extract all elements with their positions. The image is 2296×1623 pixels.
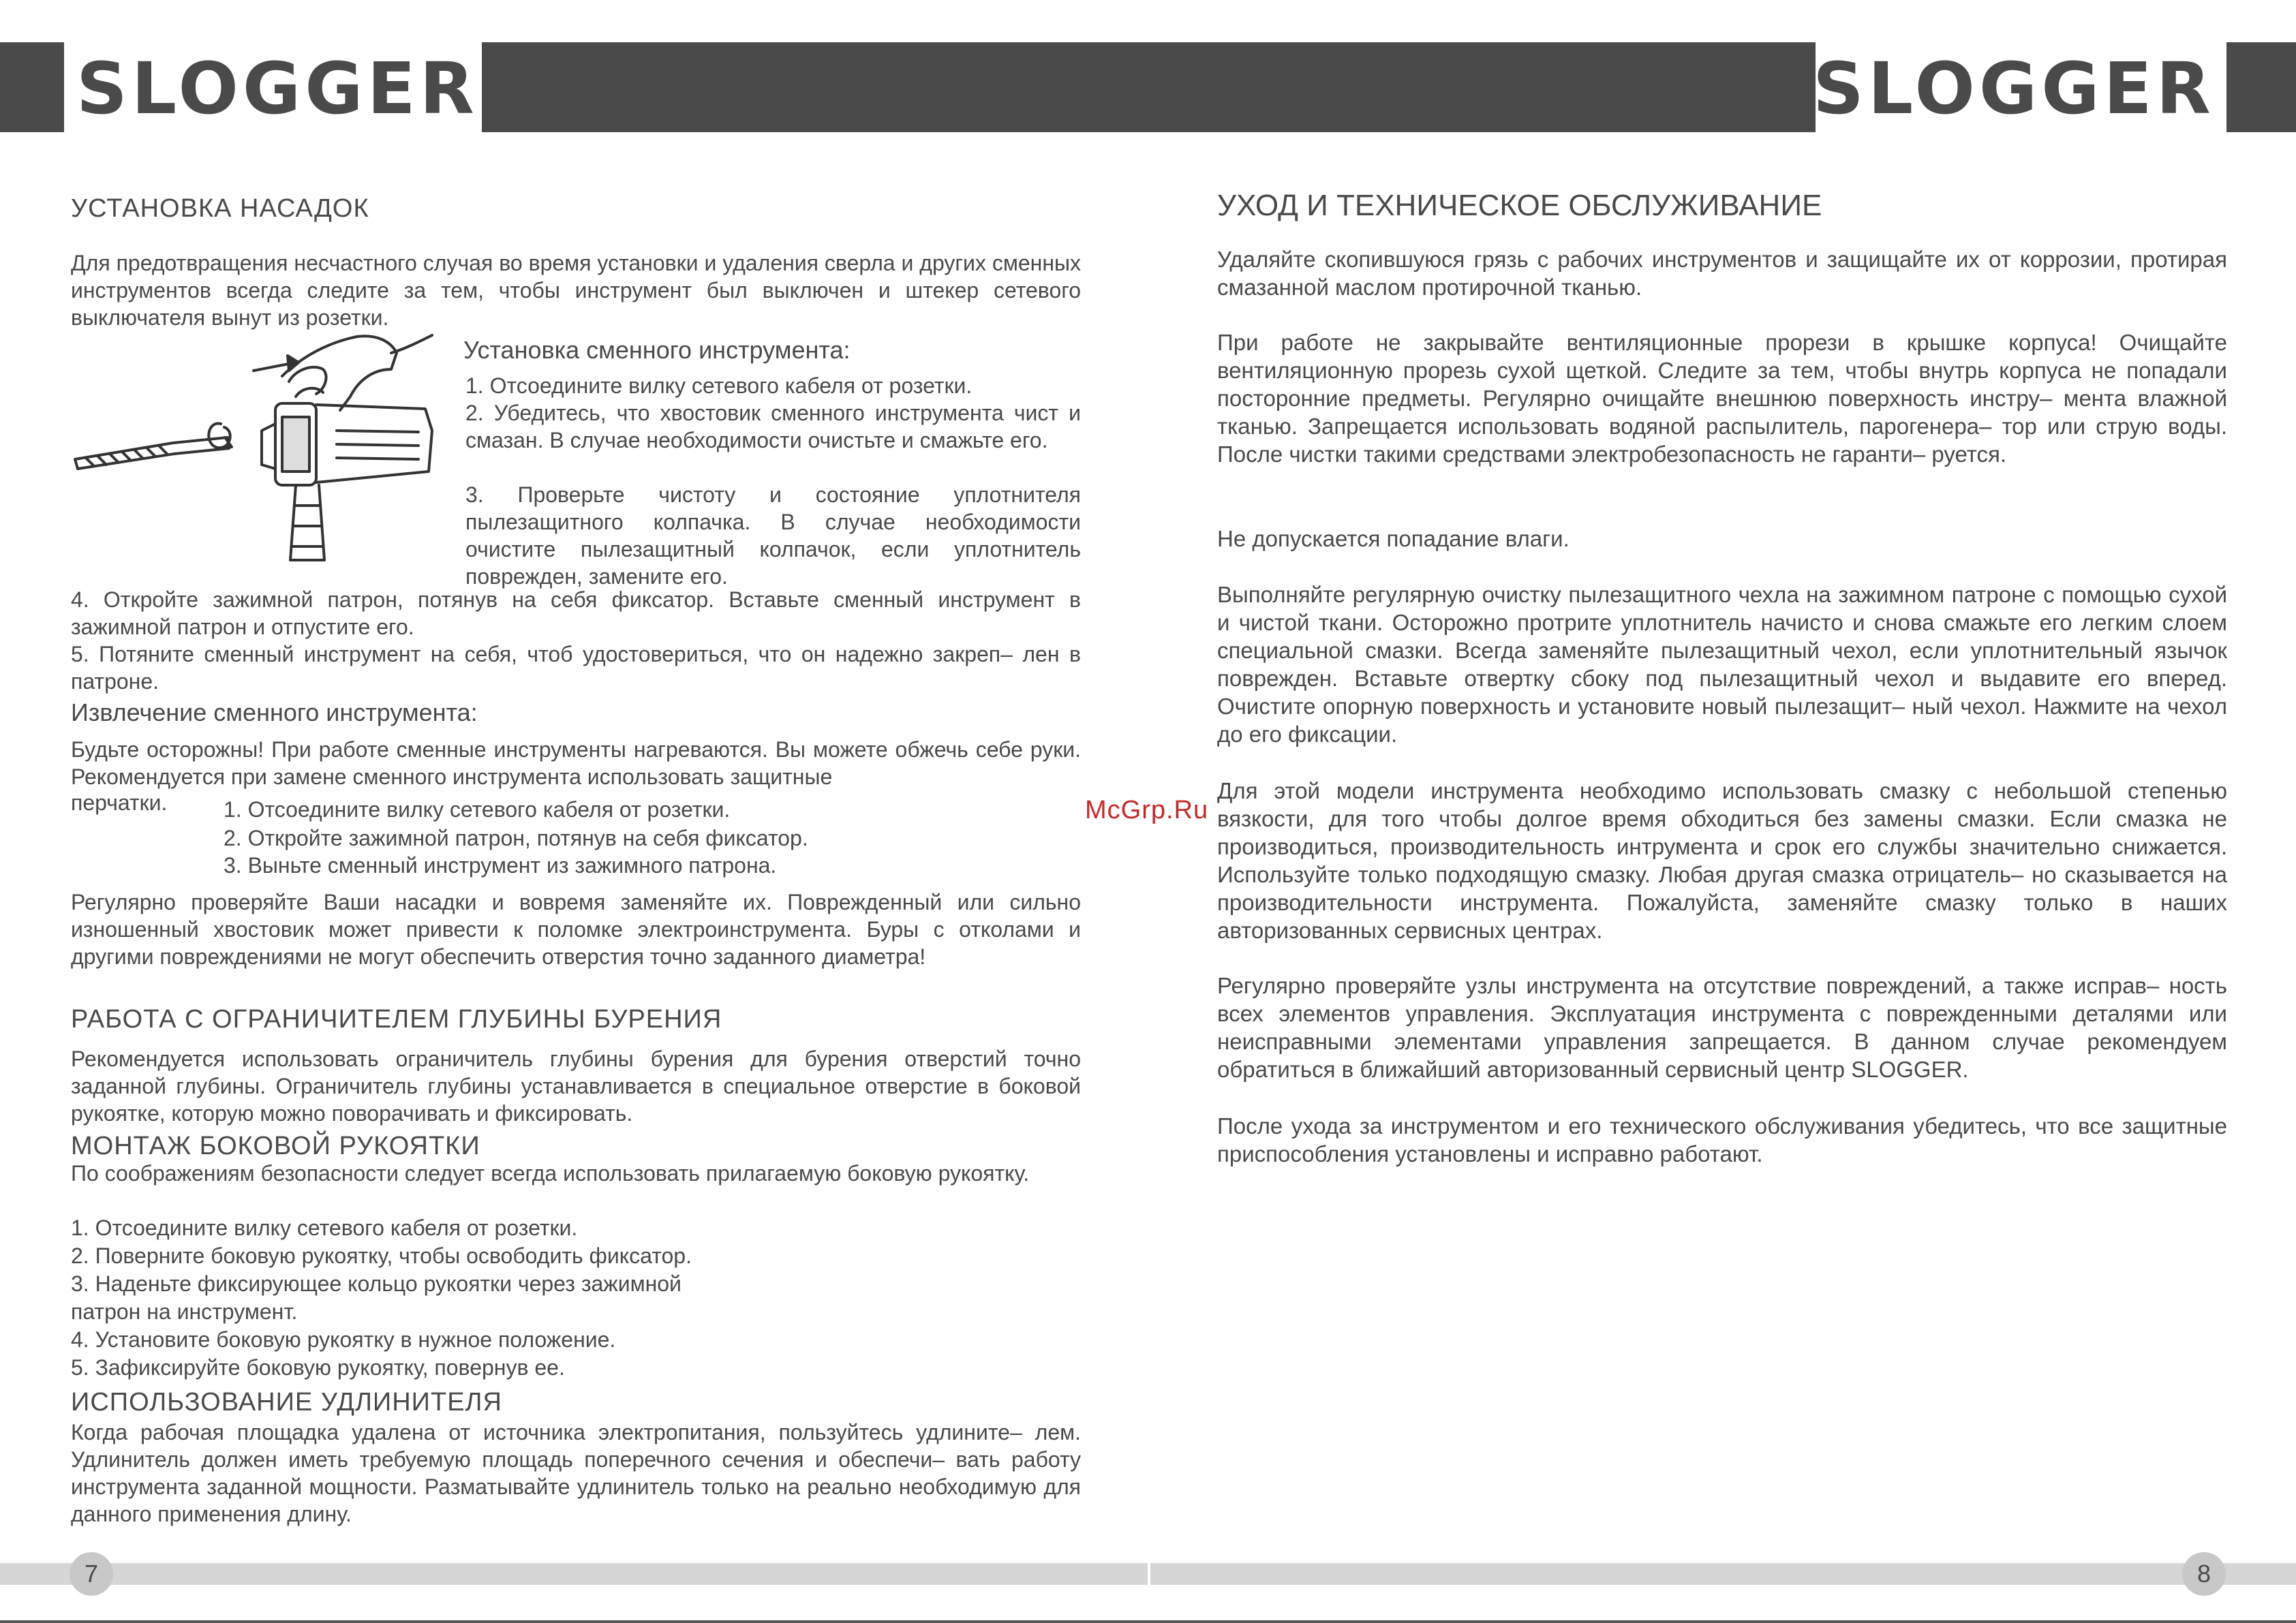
change-step-1: 1. Отсоедините вилку сетевого кабеля от розетки. (465, 373, 973, 398)
page-number-left: 7 (70, 1552, 113, 1596)
drill-bit-installation-illustration (71, 328, 439, 567)
change-step-5: 5. Потяните сменный инструмент на себя, чтоб удостовериться, что он надежно закреп– лен в патроне. (71, 642, 1081, 694)
check-paragraph: Регулярно проверяйте Ваши насадки и вовремя заменяйте их. Поврежденный или сильно изношенный хвостовик может привести к поломке электроинструмента. Буры с отколами и другими повреждениями не могут обеспечить отверстия точно заданного диаметра! (71, 890, 1081, 969)
change-step-3: 3. Проверьте чистоту и состояние уплотнителя пылезащитного колпачка. В случае необходимости очистите пылезащитный колпачок, если уплотнитель поврежден, замените его. (465, 482, 1081, 589)
remove-warning-tail: перчатки. (71, 790, 168, 815)
footer-bar-right (1150, 1563, 2296, 1585)
change-step-4: 4. Откройте зажимной патрон, потянув на себя фиксатор. Вставьте сменный инструмент в зажимной патрон и отпустите его. (71, 587, 1081, 639)
maintenance-paragraph-3: Не допускается попадание влаги. (1217, 526, 1570, 551)
handle-step-2: 2. Поверните боковую рукоятку, чтобы освободить фиксатор. (71, 1243, 692, 1268)
handle-step-3: 3. Наденьте фиксирующее кольцо рукоятки через зажимной (71, 1271, 682, 1296)
install-intro: Для предотвращения несчастного случая во время установки и удаления сверла и других сменных инструментов всегда следите за тем, чтобы инструмент был выключен и штекер сетевого выключателя вынут из розетки. (71, 251, 1081, 330)
remove-step-3: 3. Выньте сменный инструмент из зажимного патрона. (224, 853, 777, 878)
watermark: McGrp.Ru (1085, 796, 1209, 824)
maintenance-paragraph-2: При работе не закрывайте вентиляционные прорези в крышке корпуса! Очищайте вентиляционную прорезь сухой щеткой. Следите за тем, чтобы внутрь корпуса не попадали посторонние предметы. Регулярно очищайте внешнюю поверхность инстру– мента влажной тканью. Запрещается использовать водяной распылитель, парогенера– тор или струю воды. После чистки такими средствами электробезопасность не гаранти– руется. (1217, 330, 2227, 467)
depth-limiter-paragraph: Рекомендуется использовать ограничитель глубины бурения для бурения отверстий точно заданной глубины. Ограничитель глубины устанавливается в специальное отверстие в боковой рукоятке, которую можно поворачивать и фиксировать. (71, 1047, 1081, 1126)
maintenance-paragraph-6: Регулярно проверяйте узлы инструмента на отсутствие повреждений, а также исправ– ность всех элементов управления. Эксплуатация инструмента с поврежденными деталями или неисправными элементами управления запрещается. В данном случае рекомендуем обратиться в ближайший авторизованный сервисный центр SLOGGER. (1217, 973, 2227, 1082)
handle-step-5: 5. Зафиксируйте боковую рукоятку, повернув ее. (71, 1355, 565, 1380)
depth-limiter-title: РАБОТА С ОГРАНИЧИТЕЛЕМ ГЛУБИНЫ БУРЕНИЯ (71, 1005, 722, 1034)
change-step-2: 2. Убедитесь, что хвостовик сменного инструмента чист и смазан. В случае необходимости очистьте и смажьте его. (465, 401, 1081, 452)
maintenance-paragraph-1: Удаляйте скопившуюся грязь с рабочих инструментов и защищайте их от коррозии, протирая смазанной маслом протирочной тканью. (1217, 247, 2227, 300)
page-number-right: 8 (2182, 1552, 2226, 1596)
remove-tool-title: Извлечение сменного инструмента: (71, 698, 478, 726)
handle-step-3-cont: патрон на инструмент. (71, 1299, 298, 1324)
remove-step-2: 2. Откройте зажимной патрон, потянув на себя фиксатор. (224, 826, 808, 850)
extension-cord-title: ИСПОЛЬЗОВАНИЕ УДЛИНИТЕЛЯ (71, 1388, 502, 1417)
remove-step-1: 1. Отсоедините вилку сетевого кабеля от розетки. (224, 797, 731, 822)
maintenance-paragraph-4: Выполняйте регулярную очистку пылезащитного чехла на зажимном патроне с помощью сухой и чистой ткани. Осторожно протрите уплотнитель начисто и снова смажьте его легким слоем специальной смазки. Всегда заменяйте пылезащитный чехол, если уплотнительный язычок поврежден. Вставьте отвертку сбоку под пылезащитный чехол и выдавите его вперед. Очистите опорную поверхность и установите новый пылезащит– ный чехол. Нажмите на чехол до его фиксации. (1217, 582, 2227, 747)
change-tool-title: Установка сменного инструмента: (463, 336, 851, 364)
header-center-bar (482, 42, 1816, 132)
remove-warning: Будьте осторожны! При работе сменные инструменты нагреваются. Вы можете обжечь себе руки. Рекомендуется при замене сменного инструмента использовать защитные (71, 737, 1081, 789)
install-title: УСТАНОВКА НАСАДОК (71, 194, 369, 223)
handle-step-4: 4. Установите боковую рукоятку в нужное положение. (71, 1327, 616, 1352)
footer-bar-left (0, 1563, 1148, 1585)
side-handle-paragraph: По соображениям безопасности следует всегда использовать прилагаемую боковую рукоятку. (71, 1161, 1030, 1186)
brand-logo-right: SLOGGER (1813, 47, 2215, 130)
header-right-tab (2226, 42, 2296, 132)
header-left-tab (0, 42, 64, 132)
brand-logo-left: SLOGGER (76, 47, 478, 130)
side-handle-title: МОНТАЖ БОКОВОЙ РУКОЯТКИ (71, 1132, 480, 1160)
maintenance-title: УХОД И ТЕХНИЧЕСКОЕ ОБСЛУЖИВАНИЕ (1217, 189, 1822, 222)
extension-cord-paragraph: Когда рабочая площадка удалена от источника электропитания, пользуйтесь удлините– лем. Удлинитель должен иметь требуемую площадь поперечного сечения и обеспечи– вать работу инструмента заданной мощности. Разматывайте удлинитель только на реально необходимую для данного применения длину. (71, 1420, 1081, 1526)
handle-step-1: 1. Отсоедините вилку сетевого кабеля от розетки. (71, 1216, 578, 1240)
maintenance-paragraph-7: После ухода за инструментом и его технического обслуживания убедитесь, что все защитные приспособления установлены и исправно работают. (1217, 1113, 2227, 1166)
maintenance-paragraph-5: Для этой модели инструмента необходимо использовать смазку с небольшой степенью вязкости, для того чтобы долгое время обходиться без замены смазки. Если смазка не производиться, производительность интрумента и срок его службы значительно снижается. Используйте только подходящую смазку. Любая другая смазка отрицатель– но сказывается на производительности инструмента. Пожалуйста, заменяйте смазку только в наших авторизованных сервисных центрах. (1217, 778, 2227, 943)
bottom-border (0, 1620, 2296, 1623)
